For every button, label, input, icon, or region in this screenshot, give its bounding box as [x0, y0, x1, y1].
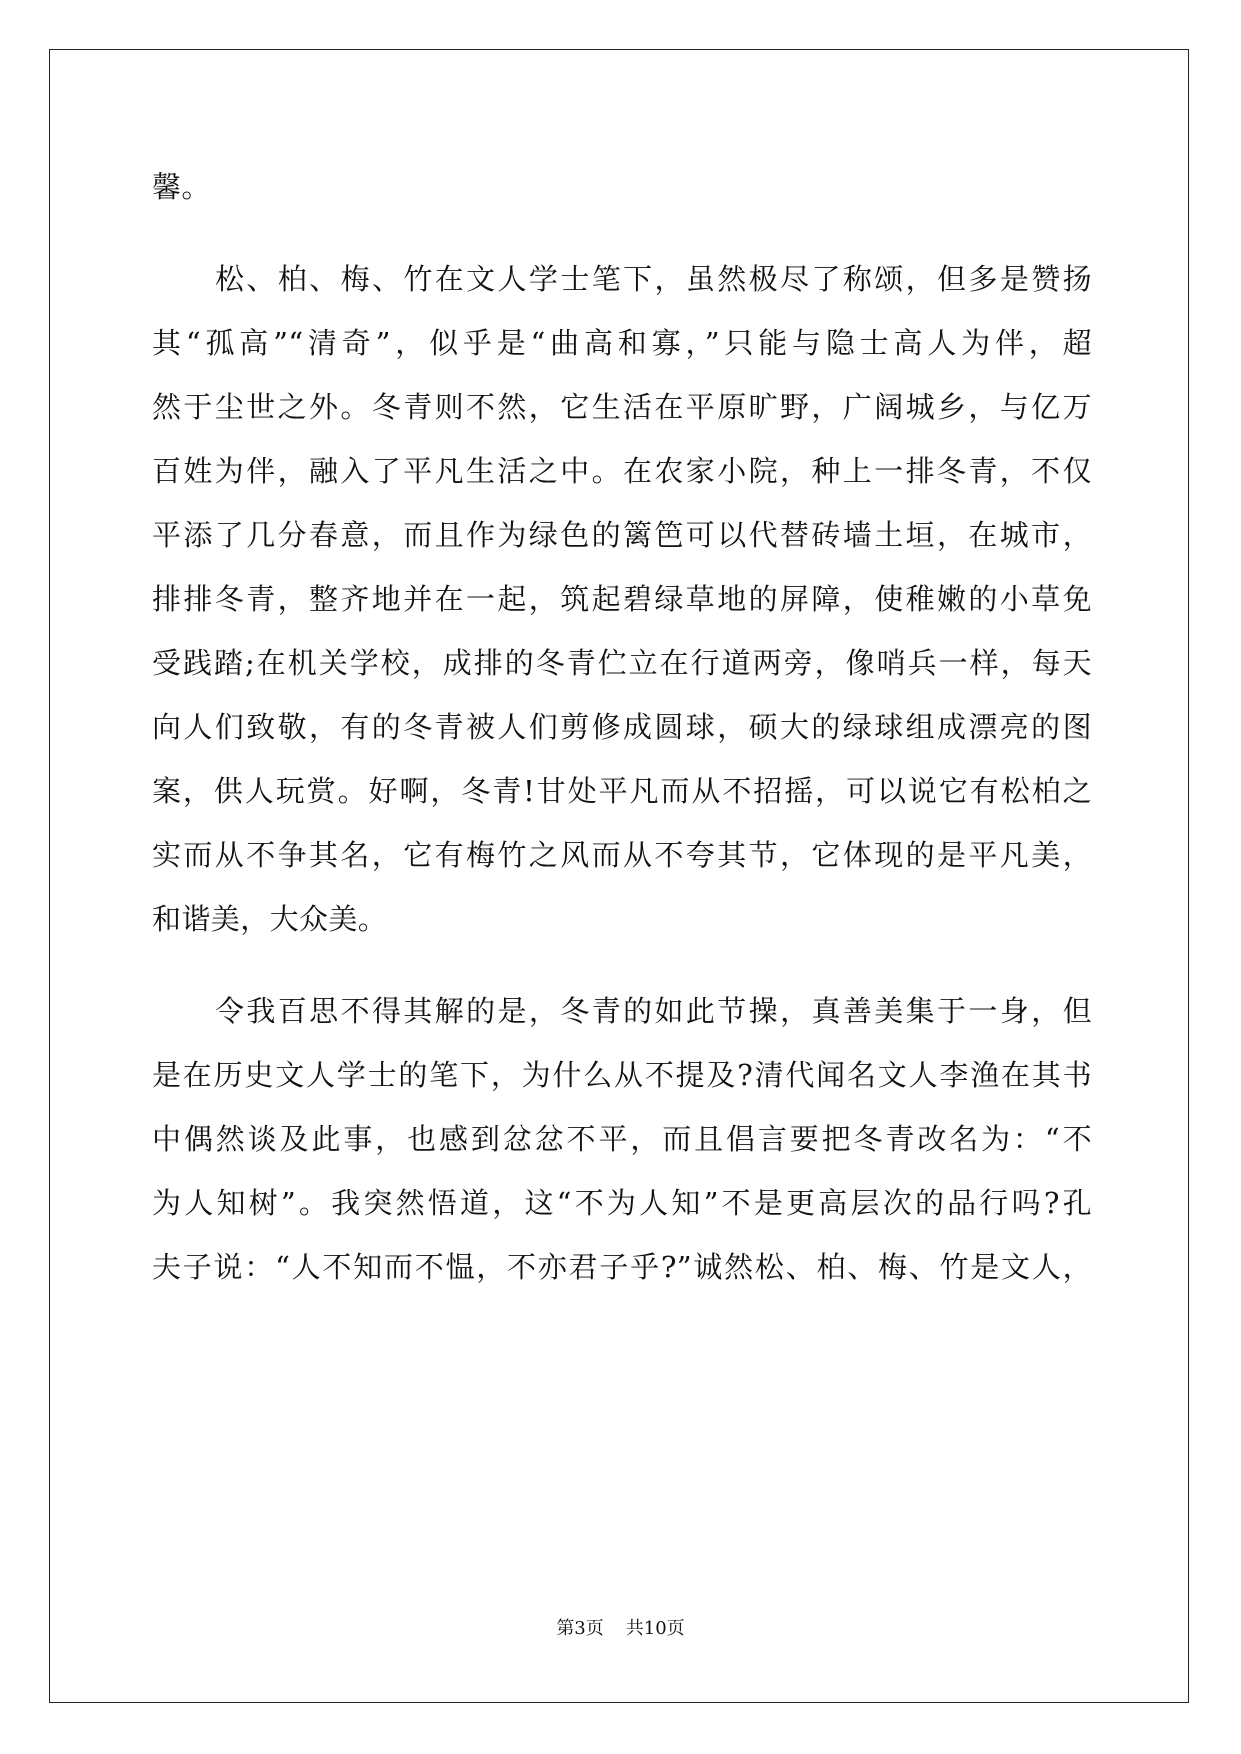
- text-line: 和谐美，大众美。: [152, 902, 388, 936]
- text-line: 平添了几分春意，而且作为绿色的篱笆可以代替砖墙土垣，在城市，: [152, 518, 1092, 552]
- text-line: 受践踏;在机关学校，成排的冬青伫立在行道两旁，像哨兵一样，每天: [152, 646, 1092, 680]
- text-line: 排排冬青，整齐地并在一起，筑起碧绿草地的屏障，使稚嫩的小草免: [152, 582, 1092, 616]
- text-line: 夫子说：“人不知而不愠，不亦君子乎?”诚然松、柏、梅、竹是文人，: [152, 1250, 1092, 1284]
- paragraph-gap: [152, 951, 1092, 979]
- text-line: 为人知树”。我突然悟道，这“不为人知”不是更高层次的品行吗?孔: [152, 1186, 1092, 1220]
- text-line: 令我百思不得其解的是，冬青的如此节操，真善美集于一身，但: [215, 994, 1092, 1028]
- document-body: [152, 155, 1092, 1299]
- text-line: 其“孤高”“清奇”，似乎是“曲高和寡，”只能与隐士高人为伴，超: [152, 326, 1092, 360]
- page-number: 第3页: [556, 1618, 604, 1639]
- text-line: 是在历史文人学士的笔下，为什么从不提及?清代闻名文人李渔在其书: [152, 1058, 1092, 1092]
- text-line: 实而从不争其名，它有梅竹之风而从不夸其节，它体现的是平凡美，: [152, 838, 1092, 872]
- text-line: 向人们致敬，有的冬青被人们剪修成圆球，硕大的绿球组成漂亮的图: [152, 710, 1092, 744]
- text-line: 案，供人玩赏。好啊，冬青!甘处平凡而从不招摇，可以说它有松柏之: [152, 774, 1092, 808]
- paragraph-gap: [152, 219, 1092, 247]
- text-line: 中偶然谈及此事，也感到忿忿不平，而且倡言要把冬青改名为：“不: [152, 1122, 1092, 1156]
- text-line: 松、柏、梅、竹在文人学士笔下，虽然极尽了称颂，但多是赞扬: [215, 262, 1092, 296]
- page-footer: [0, 1614, 1241, 1640]
- text-line: 然于尘世之外。冬青则不然，它生活在平原旷野，广阔城乡，与亿万: [152, 390, 1092, 424]
- text-line: 馨。: [152, 170, 211, 204]
- page-total: 共10页: [625, 1618, 685, 1639]
- text-line: 百姓为伴，融入了平凡生活之中。在农家小院，种上一排冬青，不仅: [152, 454, 1092, 488]
